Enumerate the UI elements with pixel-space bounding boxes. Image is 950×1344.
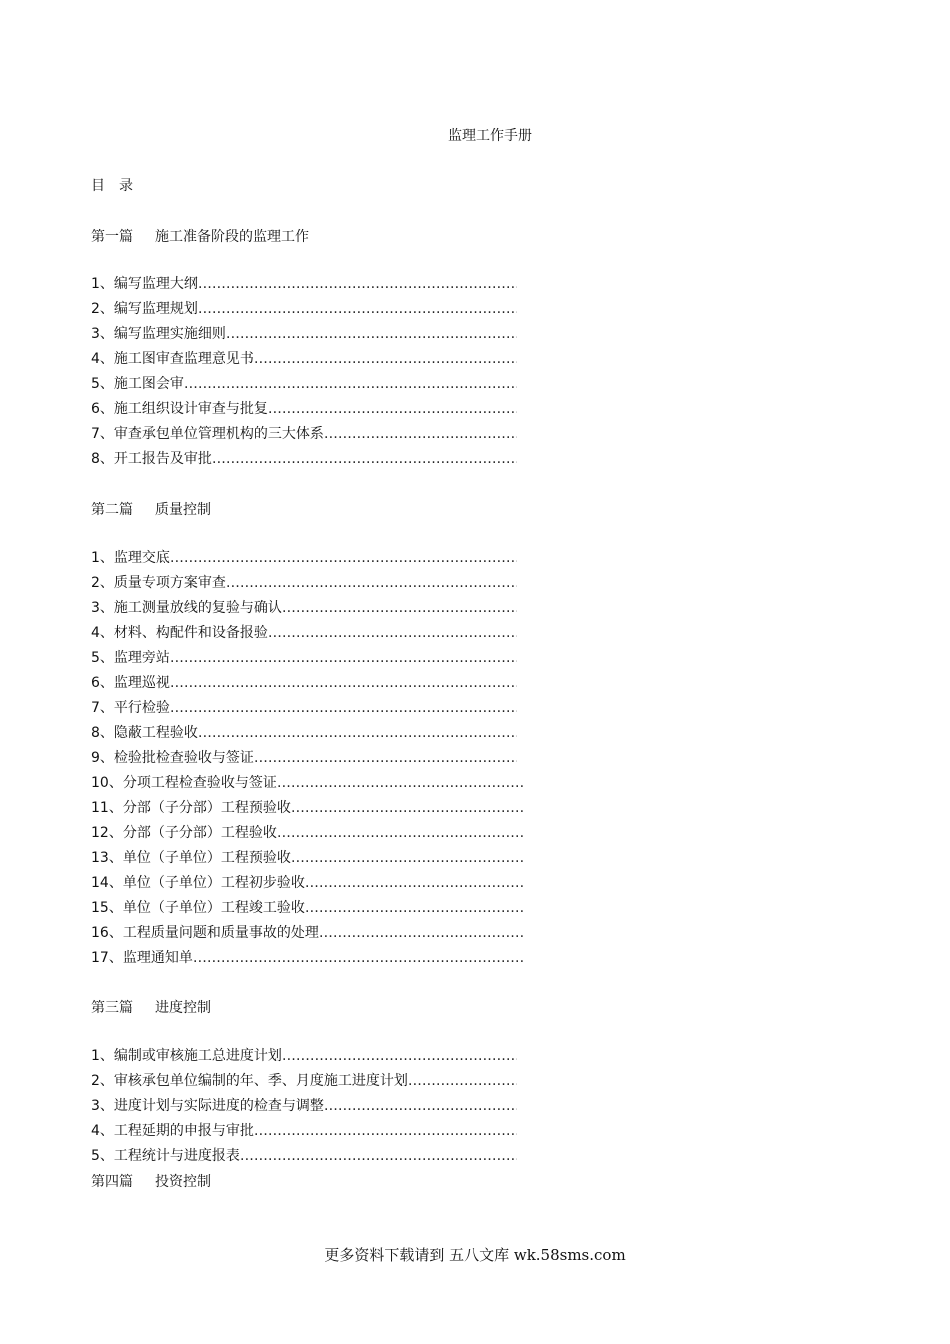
toc-label: 目 录 [91, 178, 133, 194]
part-name: 质量控制 [155, 502, 211, 518]
toc-item: 3、编写监理实施细则 …………………………………………………………………………………………………………………………………………………………………… [91, 324, 517, 344]
toc-item: 7、审查承包单位管理机构的三大体系 …………………………………………………………………………………………………………………………………………………………………… [91, 424, 517, 444]
part-number: 第一篇 [91, 229, 133, 245]
document-title: 监理工作手册 [448, 128, 532, 144]
toc-item: 16、工程质量问题和质量事故的处理 …………………………………………………………………………………………………………………………………………………………………… [91, 923, 525, 943]
part-heading [91, 227, 309, 247]
toc-item: 1、监理交底 …………………………………………………………………………………………………………………………………………………………………… [91, 548, 517, 568]
toc-item: 17、监理通知单 …………………………………………………………………………………………………………………………………………………………………… [91, 948, 525, 968]
toc-item: 12、分部（子分部）工程验收 …………………………………………………………………………………………………………………………………………………………………… [91, 823, 525, 843]
toc-item: 15、单位（子单位）工程竣工验收 …………………………………………………………………………………………………………………………………………………………………… [91, 898, 525, 918]
toc-item: 11、分部（子分部）工程预验收 …………………………………………………………………………………………………………………………………………………………………… [91, 798, 525, 818]
toc-item: 4、工程延期的申报与审批 …………………………………………………………………………………………………………………………………………………………………… [91, 1121, 517, 1141]
part-name: 施工准备阶段的监理工作 [155, 229, 309, 245]
part-heading [91, 998, 211, 1018]
part-number: 第二篇 [91, 502, 133, 518]
toc-item: 4、施工图审查监理意见书 …………………………………………………………………………………………………………………………………………………………………… [91, 349, 517, 369]
toc-item: 1、编写监理大纲 …………………………………………………………………………………………………………………………………………………………………… [91, 274, 517, 294]
toc-item: 1、编制或审核施工总进度计划 …………………………………………………………………………………………………………………………………………………………………… [91, 1046, 517, 1066]
toc-item: 4、材料、构配件和设备报验 …………………………………………………………………………………………………………………………………………………………………… [91, 623, 517, 643]
toc-item: 6、监理巡视 …………………………………………………………………………………………………………………………………………………………………… [91, 673, 517, 693]
toc-item: 10、分项工程检查验收与签证 …………………………………………………………………………………………………………………………………………………………………… [91, 773, 525, 793]
toc-item: 2、质量专项方案审查 …………………………………………………………………………………………………………………………………………………………………… [91, 573, 517, 593]
toc-item: 9、检验批检查验收与签证 …………………………………………………………………………………………………………………………………………………………………… [91, 748, 517, 768]
toc-item: 3、进度计划与实际进度的检查与调整 …………………………………………………………………………………………………………………………………………………………………… [91, 1096, 517, 1116]
toc-item: 6、施工组织设计审查与批复 …………………………………………………………………………………………………………………………………………………………………… [91, 399, 517, 419]
part-name: 进度控制 [155, 1000, 211, 1016]
part-number: 第四篇 [91, 1174, 133, 1190]
toc-item: 13、单位（子单位）工程预验收 …………………………………………………………………………………………………………………………………………………………………… [91, 848, 525, 868]
toc-item: 3、施工测量放线的复验与确认 …………………………………………………………………………………………………………………………………………………………………… [91, 598, 517, 618]
part-number: 第三篇 [91, 1000, 133, 1016]
toc-item: 14、单位（子单位）工程初步验收 …………………………………………………………………………………………………………………………………………………………………… [91, 873, 525, 893]
toc-item: 2、编写监理规划 …………………………………………………………………………………………………………………………………………………………………… [91, 299, 517, 319]
footer-text: 更多资料下载请到 五八文库 wk.58sms.com [324, 1246, 626, 1264]
toc-item: 5、工程统计与进度报表 …………………………………………………………………………………………………………………………………………………………………… [91, 1146, 517, 1166]
toc-item: 2、审核承包单位编制的年、季、月度施工进度计划 …………………………………………………………………………………………………………………………………………………………………… [91, 1071, 517, 1091]
toc-item: 7、平行检验 …………………………………………………………………………………………………………………………………………………………………… [91, 698, 517, 718]
toc-item: 5、监理旁站 …………………………………………………………………………………………………………………………………………………………………… [91, 648, 517, 668]
toc-item: 8、开工报告及审批 …………………………………………………………………………………………………………………………………………………………………… [91, 449, 517, 469]
part-name: 投资控制 [155, 1174, 211, 1190]
part-heading [91, 1172, 211, 1192]
toc-item: 5、施工图会审 …………………………………………………………………………………………………………………………………………………………………… [91, 374, 517, 394]
toc-item: 8、隐蔽工程验收 …………………………………………………………………………………………………………………………………………………………………… [91, 723, 517, 743]
part-heading [91, 500, 211, 520]
